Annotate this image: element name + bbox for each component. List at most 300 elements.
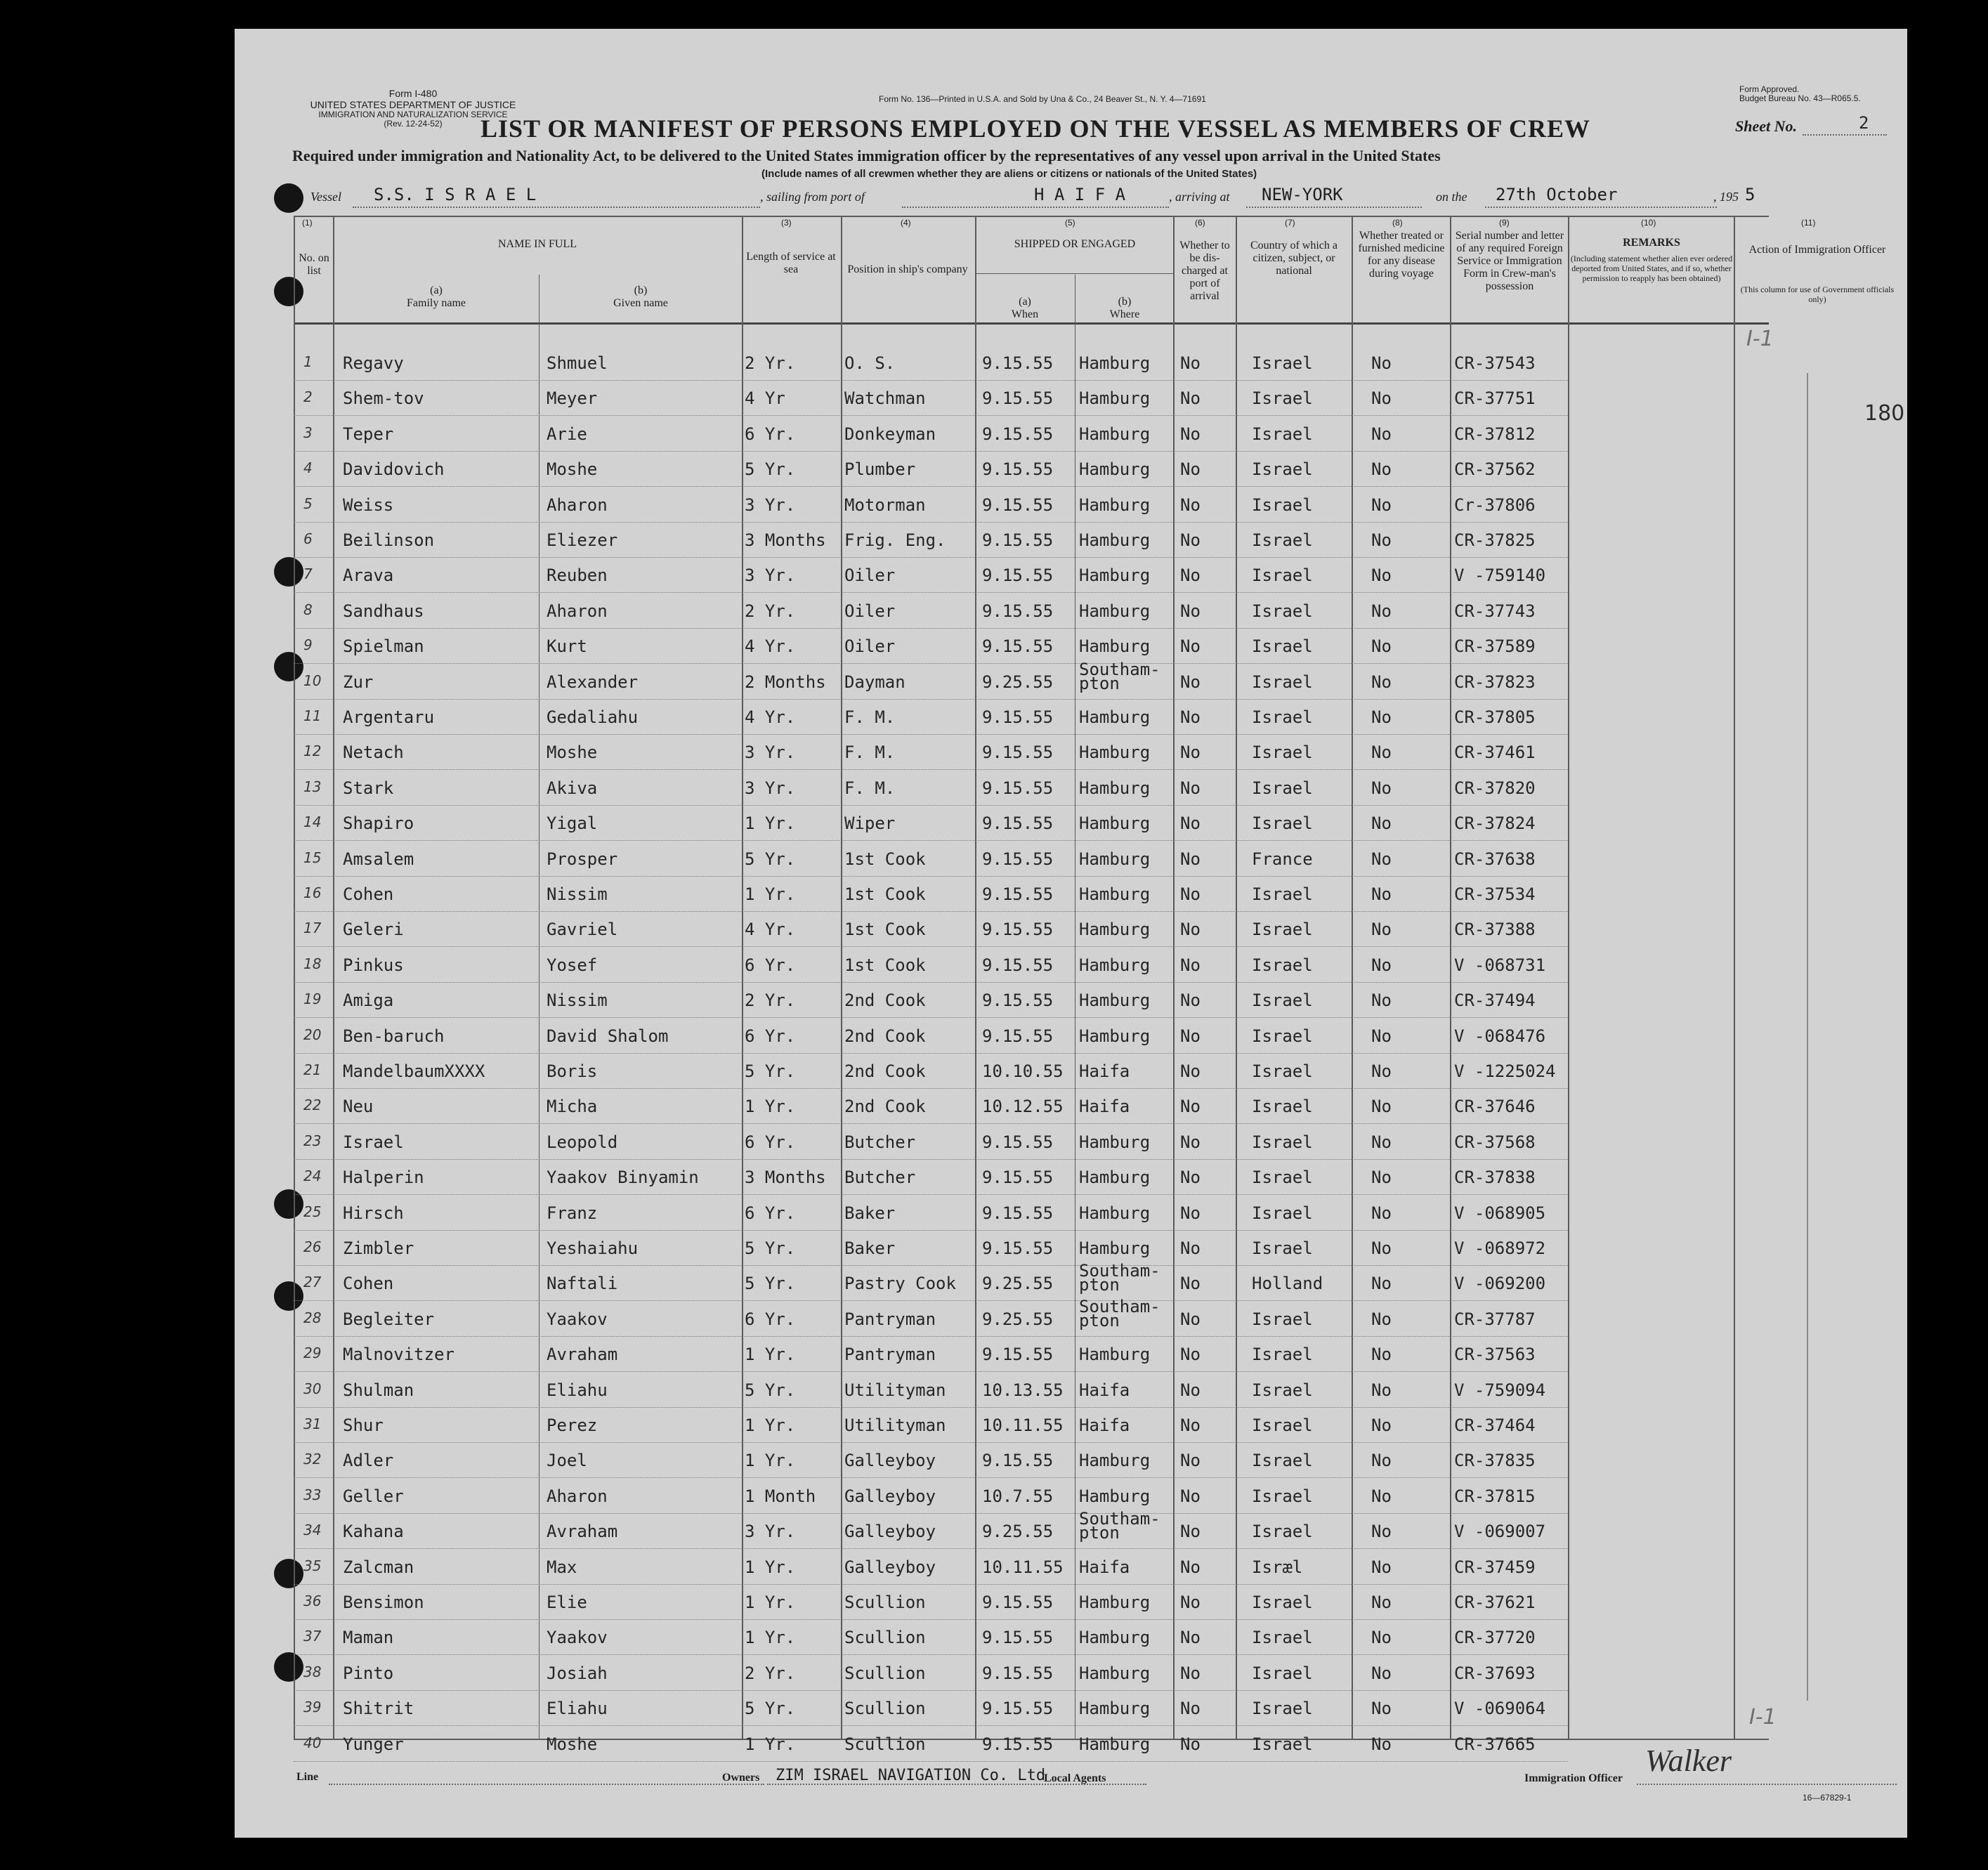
table-row	[235, 1587, 1907, 1622]
shipped-when: 9.15.55	[982, 601, 1054, 621]
shipped-when: 9.15.55	[982, 1593, 1054, 1612]
header-serial: Serial number and letter of any required Foreign Service or Immigration Form in Crew-man's possession	[1455, 230, 1564, 292]
shipped-where: Southam- pton	[1079, 1296, 1160, 1330]
serial-number: CR-37494	[1454, 990, 1536, 1011]
discharged: No	[1180, 1238, 1201, 1258]
header-where: (b) Where	[1109, 296, 1140, 320]
length-of-service: 3 Months	[745, 530, 826, 550]
country: Israel	[1252, 1168, 1313, 1188]
row-number: 27	[303, 1274, 322, 1291]
colnum-6: (6)	[1195, 218, 1205, 228]
shipped-where: Southam- pton	[1079, 659, 1160, 693]
position: Oiler	[844, 636, 896, 657]
serial-number: CR-37787	[1454, 1309, 1536, 1329]
medicine: No	[1371, 743, 1392, 763]
country: Israel	[1252, 1451, 1313, 1471]
row-number: 24	[303, 1168, 322, 1185]
position: O. S.	[844, 353, 896, 373]
row-number: 26	[303, 1238, 322, 1255]
service: IMMIGRATION AND NATURALIZATION SERVICE	[318, 110, 508, 119]
shipped-when: 9.15.55	[982, 1663, 1054, 1683]
position: 1st Cook	[844, 955, 926, 975]
serial-number: CR-37693	[1454, 1663, 1536, 1683]
table-row	[235, 659, 1907, 702]
table-row	[235, 419, 1907, 454]
position: Butcher	[844, 1168, 916, 1188]
given-name: Eliahu	[547, 1380, 608, 1400]
table-row	[235, 773, 1907, 808]
length-of-service: 1 Yr.	[745, 1415, 796, 1435]
shipped-where: Hamburg	[1079, 1345, 1151, 1365]
length-of-service: 3 Yr.	[745, 743, 796, 763]
serial-number: CR-37388	[1454, 920, 1536, 940]
position: Galleyboy	[844, 1557, 936, 1577]
discharged: No	[1180, 1522, 1201, 1542]
row-rule	[294, 1477, 1568, 1478]
row-number: 5	[303, 495, 313, 512]
medicine: No	[1371, 1309, 1392, 1329]
length-of-service: 5 Yr.	[745, 1061, 796, 1081]
family-name: Amsalem	[343, 849, 414, 869]
header-remarks: REMARKS	[1623, 237, 1680, 249]
given-name: Boris	[547, 1061, 598, 1081]
family-name: Spielman	[343, 636, 424, 657]
country: Israel	[1252, 388, 1313, 409]
row-number: 9	[303, 636, 313, 654]
row-rule	[294, 663, 1568, 664]
serial-number: CR-37589	[1454, 636, 1536, 657]
owners-label: Owners	[722, 1772, 760, 1784]
position: Butcher	[844, 1132, 916, 1152]
medicine: No	[1371, 1061, 1392, 1081]
row-number: 14	[303, 813, 322, 831]
row-rule	[294, 1230, 1568, 1231]
family-name: Neu	[343, 1097, 374, 1117]
row-number: 32	[303, 1451, 322, 1468]
medicine: No	[1371, 672, 1392, 692]
length-of-service: 3 Yr.	[745, 495, 796, 515]
discharged: No	[1180, 424, 1201, 444]
table-row	[235, 879, 1907, 914]
row-rule	[294, 380, 1568, 381]
shipped-when: 10.13.55	[982, 1380, 1064, 1400]
position: Pantryman	[844, 1309, 936, 1329]
given-name: Aharon	[547, 601, 608, 621]
table-row	[235, 844, 1907, 879]
row-rule	[294, 1442, 1568, 1443]
row-rule	[294, 1265, 1568, 1266]
row-rule	[294, 486, 1568, 487]
shipped-when: 9.15.55	[982, 353, 1054, 373]
given-name: Gedaliahu	[547, 707, 639, 727]
discharged: No	[1180, 1203, 1201, 1223]
medicine: No	[1371, 1486, 1392, 1506]
discharged: No	[1180, 495, 1201, 515]
family-name: Pinto	[343, 1663, 394, 1683]
table-row	[235, 1056, 1907, 1091]
length-of-service: 5 Yr.	[745, 1274, 796, 1294]
row-number: 18	[303, 955, 322, 972]
shipped-when: 9.15.55	[982, 990, 1054, 1011]
shipped-where: Southam- pton	[1079, 1261, 1160, 1295]
shipped-where: Hamburg	[1079, 530, 1151, 550]
discharged: No	[1180, 1734, 1201, 1754]
serial-number: CR-37838	[1454, 1168, 1536, 1188]
row-number: 6	[303, 530, 313, 547]
serial-number: V -069007	[1454, 1522, 1546, 1542]
row-number: 16	[303, 884, 322, 901]
medicine: No	[1371, 707, 1392, 727]
row-rule	[294, 699, 1568, 700]
shipped-when: 9.25.55	[982, 672, 1054, 692]
country: Israel	[1252, 424, 1313, 444]
row-rule	[294, 1690, 1568, 1691]
position: Baker	[844, 1238, 896, 1258]
length-of-service: 1 Yr.	[745, 884, 796, 904]
discharged: No	[1180, 707, 1201, 727]
row-number: 17	[303, 920, 322, 937]
header-remarks-note: (Including statement whether alien ever ordered deported from United States, and if so, whether permission to reapply has been obtained)	[1570, 254, 1733, 283]
length-of-service: 2 Yr.	[745, 353, 796, 373]
position: Galleyboy	[844, 1451, 936, 1471]
colnum-7: (7)	[1285, 218, 1295, 228]
header-given-name: (b) Given name	[613, 285, 668, 309]
shipped-where: Haifa	[1079, 1380, 1130, 1400]
given-name: Akiva	[547, 778, 598, 798]
length-of-service: 5 Yr.	[745, 459, 796, 480]
row-rule	[294, 1371, 1568, 1372]
position: Dayman	[844, 672, 905, 692]
length-of-service: 2 Yr.	[745, 990, 796, 1011]
arriving-label: , arriving at	[1169, 190, 1230, 204]
discharged: No	[1180, 1132, 1201, 1152]
shipped-when: 9.15.55	[982, 459, 1054, 480]
given-name: Prosper	[547, 849, 618, 869]
country: Holland	[1252, 1274, 1323, 1294]
position: Pastry Cook	[844, 1274, 956, 1294]
row-rule	[294, 522, 1568, 523]
shipped-where: Hamburg	[1079, 778, 1151, 798]
shipped-when: 9.15.55	[982, 884, 1054, 904]
row-rule	[294, 840, 1568, 841]
length-of-service: 6 Yr.	[745, 1309, 796, 1329]
country: Israel	[1252, 990, 1313, 1011]
family-name: Shem-tov	[343, 388, 424, 409]
table-row	[235, 702, 1907, 737]
discharged: No	[1180, 1415, 1201, 1435]
row-number: 15	[303, 849, 322, 866]
given-name: Yosef	[547, 955, 598, 975]
row-number: 36	[303, 1593, 322, 1609]
table-row	[235, 985, 1907, 1020]
row-rule	[294, 769, 1568, 770]
shipped-when: 9.15.55	[982, 424, 1054, 444]
shipped-where: Hamburg	[1079, 424, 1151, 444]
serial-number: CR-37563	[1454, 1345, 1536, 1365]
position: Pantryman	[844, 1345, 936, 1365]
discharged: No	[1180, 530, 1201, 550]
shipped-where: Hamburg	[1079, 1486, 1151, 1506]
country: Israel	[1252, 1345, 1313, 1365]
country: Israel	[1252, 459, 1313, 480]
header-when: (a) When	[1011, 296, 1039, 320]
table-row	[235, 914, 1907, 949]
shipped-when: 9.15.55	[982, 495, 1054, 515]
table-row	[235, 1233, 1907, 1268]
serial-number: CR-37461	[1454, 743, 1536, 763]
medicine: No	[1371, 1628, 1392, 1648]
shipped-when: 9.25.55	[982, 1522, 1054, 1542]
shipped-where: Hamburg	[1079, 1663, 1151, 1683]
country: Israel	[1252, 672, 1313, 692]
shipped-where: Hamburg	[1079, 1628, 1151, 1648]
given-name: Perez	[547, 1415, 598, 1435]
row-rule	[294, 1053, 1568, 1054]
position: Oiler	[844, 601, 896, 621]
length-of-service: 5 Yr.	[745, 1699, 796, 1719]
row-rule	[294, 1584, 1568, 1585]
country: Israel	[1252, 955, 1313, 975]
family-name: Malnovitzer	[343, 1345, 455, 1365]
country: Israel	[1252, 1415, 1313, 1435]
discharged: No	[1180, 1345, 1201, 1365]
row-rule	[294, 415, 1568, 416]
family-name: Shapiro	[343, 813, 414, 834]
family-name: Cohen	[343, 884, 394, 904]
shipped-where: Hamburg	[1079, 636, 1151, 657]
arrival-date: 27th October	[1496, 185, 1618, 204]
table-row	[235, 1509, 1907, 1551]
position: Scullion	[844, 1593, 926, 1612]
family-name: Ben-baruch	[343, 1026, 445, 1046]
revision: (Rev. 12-24-52)	[384, 119, 443, 129]
form-code: 16—67829-1	[1803, 1793, 1852, 1803]
country: Israel	[1252, 1132, 1313, 1152]
medicine: No	[1371, 884, 1392, 904]
country: Israel	[1252, 565, 1313, 586]
discharged: No	[1180, 1557, 1201, 1577]
header-discharged: Whether to be dis-charged at port of arrival	[1179, 240, 1230, 302]
shipped-when: 10.11.55	[982, 1415, 1064, 1435]
given-name: Josiah	[547, 1663, 608, 1683]
discharged: No	[1180, 849, 1201, 869]
country: Israel	[1252, 884, 1313, 904]
table-row	[235, 1693, 1907, 1728]
header-shipped: SHIPPED OR ENGAGED	[1014, 238, 1136, 250]
row-rule	[294, 1194, 1568, 1195]
row-rule	[294, 911, 1568, 912]
table-row	[235, 490, 1907, 525]
table-row	[235, 631, 1907, 666]
family-name: Halperin	[343, 1168, 424, 1188]
row-number: 22	[303, 1097, 322, 1114]
family-name: Maman	[343, 1628, 394, 1648]
given-name: Avraham	[547, 1522, 618, 1542]
table-row	[235, 1658, 1907, 1693]
serial-number: CR-37638	[1454, 849, 1536, 869]
family-name: Amiga	[343, 990, 394, 1011]
discharged: No	[1180, 743, 1201, 763]
shipped-where: Hamburg	[1079, 1203, 1151, 1223]
printer-note: Form No. 136—Printed in U.S.A. and Sold by Una & Co., 24 Beaver St., N. Y. 4—71691	[879, 94, 1206, 104]
discharged: No	[1180, 1168, 1201, 1188]
length-of-service: 1 Yr.	[745, 1557, 796, 1577]
country: Israel	[1252, 1380, 1313, 1400]
position: 1st Cook	[844, 884, 926, 904]
serial-number: V -759094	[1454, 1380, 1546, 1400]
serial-number: CR-37823	[1454, 672, 1536, 692]
country: Israel	[1252, 1663, 1313, 1683]
serial-number: CR-37835	[1454, 1451, 1536, 1471]
family-name: Weiss	[343, 495, 394, 515]
length-of-service: 2 Yr.	[745, 601, 796, 621]
colnum-11: (11)	[1801, 218, 1816, 228]
discharged: No	[1180, 636, 1201, 657]
shipped-where: Hamburg	[1079, 884, 1151, 904]
header-action: Action of Immigration Officer	[1748, 244, 1886, 256]
row-rule	[294, 628, 1568, 629]
family-name: Hirsch	[343, 1203, 404, 1223]
shipped-when: 9.15.55	[982, 813, 1054, 834]
medicine: No	[1371, 424, 1392, 444]
header-action-note: (This column for use of Government officials only)	[1740, 285, 1895, 304]
length-of-service: 4 Yr.	[745, 707, 796, 727]
serial-number: CR-37743	[1454, 601, 1536, 621]
colnum-10: (10)	[1641, 218, 1656, 228]
table-row	[235, 1410, 1907, 1445]
country: Israel	[1252, 1522, 1313, 1542]
shipped-when: 9.15.55	[982, 1345, 1054, 1365]
length-of-service: 5 Yr.	[745, 849, 796, 869]
shipped-when: 9.15.55	[982, 1238, 1054, 1258]
length-of-service: 4 Yr.	[745, 636, 796, 657]
serial-number: CR-37646	[1454, 1097, 1536, 1117]
discharged: No	[1180, 884, 1201, 904]
table-row	[235, 596, 1907, 631]
colnum-1: (1)	[302, 218, 313, 228]
discharged: No	[1180, 601, 1201, 621]
table-row	[235, 1481, 1907, 1516]
row-number: 35	[303, 1557, 322, 1574]
table-row	[235, 1375, 1907, 1410]
length-of-service: 1 Yr.	[745, 1593, 796, 1612]
row-number: 12	[303, 743, 322, 760]
shipped-when: 10.12.55	[982, 1097, 1064, 1117]
row-rule	[294, 451, 1568, 452]
country: Israel	[1252, 743, 1313, 763]
shipped-when: 9.15.55	[982, 1628, 1054, 1648]
given-name: Yeshaiahu	[547, 1238, 639, 1258]
shipped-when: 9.15.55	[982, 920, 1054, 940]
given-name: Reuben	[547, 565, 608, 586]
row-number: 25	[303, 1203, 322, 1220]
officer-signature: Walker	[1645, 1744, 1732, 1778]
row-number: 10	[303, 672, 322, 689]
discharged: No	[1180, 955, 1201, 975]
table-row	[235, 560, 1907, 595]
medicine: No	[1371, 1238, 1392, 1258]
given-name: Nissim	[547, 884, 608, 904]
shipped-when: 9.15.55	[982, 1026, 1054, 1046]
table-row	[235, 1622, 1907, 1657]
shipped-where: Hamburg	[1079, 1026, 1151, 1046]
colnum-3: (3)	[781, 218, 792, 228]
shipped-when: 9.15.55	[982, 1203, 1054, 1223]
position: F. M.	[844, 743, 896, 763]
family-name: Israel	[343, 1132, 404, 1152]
port-of-sailing: H A I F A	[1034, 185, 1126, 204]
given-name: Gavriel	[547, 920, 618, 940]
discharged: No	[1180, 1628, 1201, 1648]
given-name: Meyer	[547, 388, 598, 409]
family-name: Yunger	[343, 1734, 404, 1754]
length-of-service: 3 Yr.	[745, 565, 796, 586]
table-row	[235, 1198, 1907, 1233]
shipped-when: 9.15.55	[982, 1132, 1054, 1152]
position: Utilityman	[844, 1380, 946, 1400]
country: Israel	[1252, 1309, 1313, 1329]
length-of-service: 1 Yr.	[745, 1734, 796, 1754]
family-name: Zalcman	[343, 1557, 414, 1577]
given-name: Kurt	[547, 636, 587, 657]
serial-number: CR-37820	[1454, 778, 1536, 798]
row-number: 7	[303, 565, 313, 583]
shipped-where: Hamburg	[1079, 1238, 1151, 1258]
family-name: Shulman	[343, 1380, 414, 1400]
family-name: Shur	[343, 1415, 384, 1435]
country: Israel	[1252, 1628, 1313, 1648]
position: 2nd Cook	[844, 1097, 926, 1117]
family-name: Regavy	[343, 353, 404, 373]
shipped-where: Hamburg	[1079, 707, 1151, 727]
length-of-service: 2 Months	[745, 672, 826, 692]
row-rule	[294, 1725, 1568, 1726]
medicine: No	[1371, 778, 1392, 798]
position: Donkeyman	[844, 424, 936, 444]
shipped-when: 9.15.55	[982, 530, 1054, 550]
row-number: 33	[303, 1486, 322, 1503]
serial-number: CR-37534	[1454, 884, 1536, 904]
table-row	[235, 1021, 1907, 1056]
budget-number: Budget Bureau No. 43—R065.5.	[1739, 93, 1861, 103]
shipped-where: Hamburg	[1079, 601, 1151, 621]
shipped-where: Hamburg	[1079, 353, 1151, 373]
shipped-when: 9.15.55	[982, 707, 1054, 727]
row-rule	[294, 1336, 1568, 1337]
given-name: Aharon	[547, 495, 608, 515]
table-row	[235, 808, 1907, 843]
position: Galleyboy	[844, 1486, 936, 1506]
position: F. M.	[844, 778, 896, 798]
serial-number: V -068905	[1454, 1203, 1546, 1223]
shipped-where: Hamburg	[1079, 459, 1151, 480]
shipped-when: 10.10.55	[982, 1061, 1064, 1081]
table-row	[235, 1261, 1907, 1303]
medicine: No	[1371, 459, 1392, 480]
family-name: Zur	[343, 672, 374, 692]
shipped-when: 10.7.55	[982, 1486, 1054, 1506]
position: Scullion	[844, 1663, 926, 1683]
position: Galleyboy	[844, 1522, 936, 1542]
given-name: Micha	[547, 1097, 598, 1117]
punch-hole	[274, 183, 303, 213]
shipped-where: Hamburg	[1079, 743, 1151, 763]
shipped-when: 10.11.55	[982, 1557, 1064, 1577]
medicine: No	[1371, 1203, 1392, 1223]
discharged: No	[1180, 459, 1201, 480]
table-row	[235, 1445, 1907, 1480]
row-number: 37	[303, 1628, 322, 1645]
